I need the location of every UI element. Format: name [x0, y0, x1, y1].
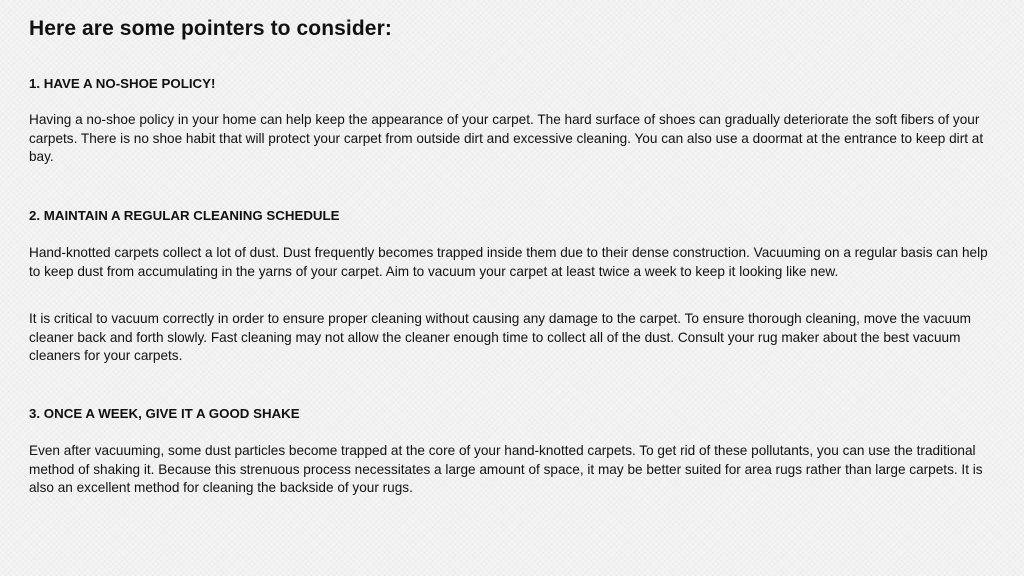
- section-heading-cleaning-schedule: 2. MAINTAIN A REGULAR CLEANING SCHEDULE: [29, 208, 340, 223]
- section-paragraph-cleaning-schedule-1: Hand-knotted carpets collect a lot of dust. Dust frequently becomes trapped inside them due to their dense construction. Vacuuming on a regular basis can help to keep dust from accumulating in the yarns of your carpet. Aim to vacuum your carpet at least twice a week to keep it looking like new.: [29, 245, 988, 279]
- section-heading-no-shoe-policy: 1. HAVE A NO-SHOE POLICY!: [29, 76, 216, 91]
- section-paragraph-no-shoe-policy: Having a no-shoe policy in your home can help keep the appearance of your carpet. The hard surface of shoes can gradually deteriorate the soft fibers of your carpets. There is no shoe habit that will protect your carpet from outside dirt and excessive cleaning. You can also use a doormat at the entrance to keep dirt at bay.: [29, 112, 984, 164]
- slide-title: Here are some pointers to consider:: [29, 17, 392, 40]
- section-paragraph-cleaning-schedule-2: It is critical to vacuum correctly in order to ensure proper cleaning without causing any damage to the carpet. To ensure thorough cleaning, move the vacuum cleaner back and forth slowly. Fast cleaning may not allow the cleaner enough time to collect all of the dust. Consult your rug maker about the best vacuum cleaners for your carpets.: [29, 311, 972, 363]
- section-heading-weekly-shake: 3. ONCE A WEEK, GIVE IT A GOOD SHAKE: [29, 406, 300, 421]
- section-paragraph-weekly-shake: Even after vacuuming, some dust particles become trapped at the core of your hand-knotted carpets. To get rid of these pollutants, you can use the traditional method of shaking it. Because this strenuous process necessitates a large amount of space, it may be better suited for area rugs rather than large carpets. It is also an excellent method for cleaning the backside of your rugs.: [29, 443, 983, 495]
